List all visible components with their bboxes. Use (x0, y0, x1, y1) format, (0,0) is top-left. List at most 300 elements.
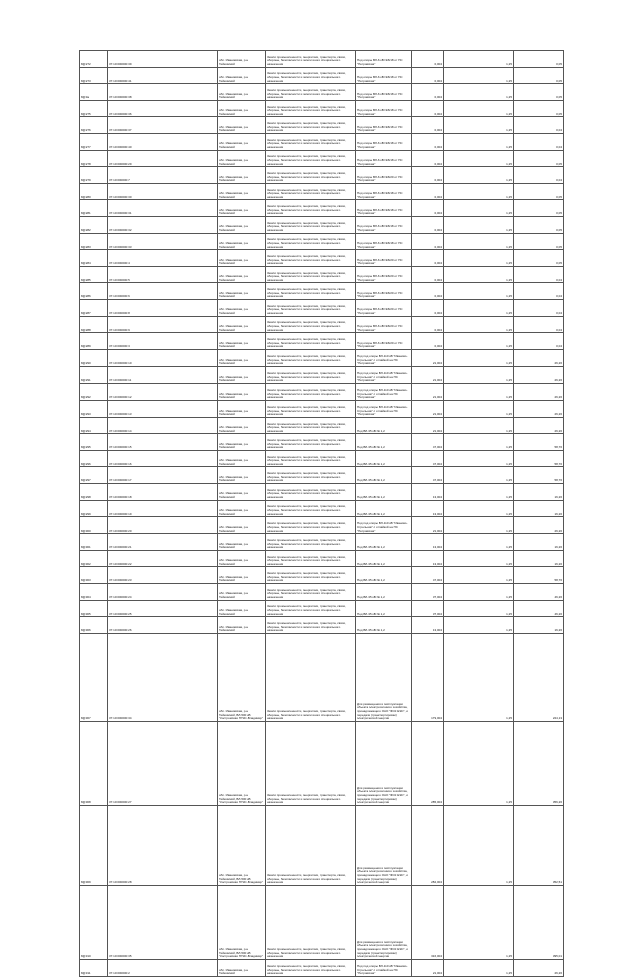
land-category-cell: Земли промышленности, энергетики, транспорта, связи, обороны, безопасности и земли иного специального назначения (266, 400, 356, 417)
row-id-cell: 8@309 (80, 805, 108, 885)
row-id-cell: 8@303 (80, 567, 108, 584)
coefficient-cell: 1,25 (444, 167, 514, 184)
land-category-cell: Земли промышленности, энергетики, транспорта, связи, обороны, безопасности и земли иного специального назначения (266, 299, 356, 316)
cadastral-number-cell: 37:10:000000:22 (108, 550, 218, 567)
table-row (80, 400, 564, 417)
land-category-cell: Земли промышленности, энергетики, транспорта, связи, обороны, безопасности и земли иного специального назначения (266, 805, 356, 885)
result-value-cell: 0,05 (514, 200, 564, 217)
coefficient-cell: 1,25 (444, 550, 514, 567)
area-cell: 13,004 (412, 617, 444, 634)
cadastral-number-cell: 37:10:000000:5 (108, 266, 218, 283)
coefficient-cell: 1,25 (444, 383, 514, 400)
table-row (80, 366, 564, 383)
table-row (80, 167, 564, 184)
table-row (80, 51, 564, 68)
cadastral-number-cell: 37:10:000000:31 (108, 200, 218, 217)
cadastral-number-cell: 37:10:000000:39 (108, 51, 218, 68)
permitted-use-cell: Под ВЛ-35 кВ № 1,2 (356, 550, 412, 567)
table-row (80, 233, 564, 250)
permitted-use-cell: Под ВЛ-35 кВ № 1,2 (356, 617, 412, 634)
land-category-cell: Земли промышленности, энергетики, транспорта, связи, обороны, безопасности и земли иного специального назначения (266, 383, 356, 400)
result-value-cell: 0,05 (514, 84, 564, 101)
coefficient-cell: 1,25 (444, 450, 514, 467)
location-cell: обл. Ивановская, р-н Тейковский (218, 133, 266, 150)
land-category-cell: Земли промышленности, энергетики, транспорта, связи, обороны, безопасности и земли иного специального назначения (266, 150, 356, 167)
location-cell: обл. Ивановская, р-н Тейковский (218, 183, 266, 200)
location-cell: обл. Ивановская, р-н Тейковский, ВЛ-500 кВ "Костромская ГРЭС-Владимир" (218, 721, 266, 805)
table-row (80, 721, 564, 805)
area-cell: 13,004 (412, 534, 444, 551)
table-row (80, 150, 564, 167)
result-value-cell: 58,76 (514, 467, 564, 484)
cadastral-number-cell: 37:10:000000:18 (108, 484, 218, 501)
area-cell: 37,004 (412, 600, 444, 617)
land-category-cell: Земли промышленности, энергетики, транспорта, связи, обороны, безопасности и земли иного специального назначения (266, 349, 356, 366)
land-category-cell: Земли промышленности, энергетики, транспорта, связи, обороны, безопасности и земли иного специального назначения (266, 200, 356, 217)
permitted-use-cell: Под опоры ВЛ-6 кВ №6/18 от ПС "Петровская" (356, 51, 412, 68)
area-cell: 282,004 (412, 805, 444, 885)
cadastral-number-cell: 37:10:000000:14 (108, 417, 218, 434)
coefficient-cell: 1,25 (444, 805, 514, 885)
land-category-cell: Земли промышленности, энергетики, транспорта, связи, обороны, безопасности и земли иного специального назначения (266, 885, 356, 959)
coefficient-cell: 1,25 (444, 959, 514, 976)
row-id-cell: 8@302 (80, 550, 108, 567)
table-row (80, 250, 564, 267)
coefficient-cell: 1,25 (444, 150, 514, 167)
table-row (80, 417, 564, 434)
result-value-cell: 0,04 (514, 283, 564, 300)
permitted-use-cell: Для размещения и эксплуатации объекта электросетевого хозяйства, принадлежащего ОАО "ФСК ЕЭС", и передачи (транспортировки) электрической энергии (356, 885, 412, 959)
permitted-use-cell: Под опоры ВЛ-6 кВ №6/18 от ПС "Петровская" (356, 84, 412, 101)
location-cell: обл. Ивановская, р-н Тейковский (218, 617, 266, 634)
result-value-cell: 16,26 (514, 617, 564, 634)
cadastral-number-cell: 37:10:000000:32 (108, 216, 218, 233)
cadastral-number-cell: 37:10:000000:20 (108, 517, 218, 534)
permitted-use-cell: Под опоры ВЛ-6 кВ №6/20 от ПС "Петровская" (356, 167, 412, 184)
permitted-use-cell: Для размещения и эксплуатации объекта электросетевого хозяйства, принадлежащего ОАО "ФСК ЕЭС", и передачи (транспортировки) электрической энергии (356, 805, 412, 885)
result-value-cell: 0,05 (514, 51, 564, 68)
permitted-use-cell: Под опоры ВЛ-6 кВ №6/20 от ПС "Петровская" (356, 283, 412, 300)
location-cell: обл. Ивановская, р-н Тейковский (218, 233, 266, 250)
land-category-cell: Земли промышленности, энергетики, транспорта, связи, обороны, безопасности и земли иного специального назначения (266, 500, 356, 517)
table-row (80, 283, 564, 300)
coefficient-cell: 1,25 (444, 316, 514, 333)
permitted-use-cell: Под опоры ВЛ-6 кВ №6/20 от ПС "Петровская" (356, 250, 412, 267)
area-cell: 179,004 (412, 633, 444, 721)
row-id-cell: 8@278 (80, 150, 108, 167)
location-cell: обл. Ивановская, р-н Тейковский (218, 266, 266, 283)
permitted-use-cell: Под ВЛ-35 кВ № 1,2 (356, 567, 412, 584)
coefficient-cell: 1,25 (444, 84, 514, 101)
land-category-cell: Земли промышленности, энергетики, транспорта, связи, обороны, безопасности и земли иного специального назначения (266, 333, 356, 350)
land-category-cell: Земли промышленности, энергетики, транспорта, связи, обороны, безопасности и земли иного специального назначения (266, 67, 356, 84)
row-id-cell: 8@291 (80, 366, 108, 383)
coefficient-cell: 1,25 (444, 584, 514, 601)
coefficient-cell: 1,25 (444, 400, 514, 417)
table-row (80, 450, 564, 467)
permitted-use-cell: Под ВЛ-35 кВ № 1,2 (356, 417, 412, 434)
result-value-cell: 46,26 (514, 584, 564, 601)
table-row (80, 584, 564, 601)
area-cell: 0,004 (412, 250, 444, 267)
result-value-cell: 0,04 (514, 299, 564, 316)
coefficient-cell: 1,25 (444, 200, 514, 217)
area-cell: 0,004 (412, 67, 444, 84)
area-cell: 13,004 (412, 484, 444, 501)
area-cell: 13,004 (412, 500, 444, 517)
cadastral-number-cell: 37:10:000000:33 (108, 233, 218, 250)
result-value-cell: 16,26 (514, 500, 564, 517)
row-id-cell: 8@279 (80, 167, 108, 184)
area-cell: 0,004 (412, 233, 444, 250)
cadastral-number-cell: 37:10:000000:8 (108, 299, 218, 316)
area-cell: 47,004 (412, 450, 444, 467)
land-category-cell: Земли промышленности, энергетики, транспорта, связи, обороны, безопасности и земли иного специального назначения (266, 484, 356, 501)
result-value-cell: 16,26 (514, 534, 564, 551)
permitted-use-cell: Под опоры ВЛ-6 кВ №6/20 от ПС "Петровская" (356, 266, 412, 283)
area-cell: 0,004 (412, 216, 444, 233)
row-id-cell: 8@283 (80, 233, 108, 250)
permitted-use-cell: Под опоры ВЛ-6 кВ №6/18 от ПС "Петровская" (356, 200, 412, 217)
row-id-cell: 8@285 (80, 266, 108, 283)
result-value-cell: 26,26 (514, 517, 564, 534)
cadastral-number-cell: 37:10:000000:13 (108, 400, 218, 417)
land-category-cell: Земли промышленности, энергетики, транспорта, связи, обороны, безопасности и земли иного специального назначения (266, 133, 356, 150)
cadastral-number-cell: 37:10:000000:41 (108, 67, 218, 84)
cadastral-number-cell: 37:10:000000:38 (108, 84, 218, 101)
area-cell: 0,004 (412, 100, 444, 117)
area-cell: 316,004 (412, 885, 444, 959)
area-cell: 13,004 (412, 550, 444, 567)
coefficient-cell: 1,25 (444, 467, 514, 484)
coefficient-cell: 1,25 (444, 266, 514, 283)
cadastral-number-cell: 37:10:000000:34 (108, 633, 218, 721)
table-row (80, 333, 564, 350)
result-value-cell: 26,26 (514, 400, 564, 417)
coefficient-cell: 1,25 (444, 721, 514, 805)
permitted-use-cell: Под опоры ВЛ-6 кВ №6/20 от ПС "Петровская" (356, 316, 412, 333)
row-id-cell: 8@286 (80, 283, 108, 300)
coefficient-cell: 1,25 (444, 333, 514, 350)
table-row (80, 183, 564, 200)
row-id-cell: 8@281 (80, 200, 108, 217)
location-cell: обл. Ивановская, р-н Тейковский (218, 383, 266, 400)
table-row (80, 200, 564, 217)
row-id-cell: 8@287 (80, 299, 108, 316)
land-category-cell: Земли промышленности, энергетики, транспорта, связи, обороны, безопасности и земли иного специального назначения (266, 167, 356, 184)
table-row (80, 434, 564, 451)
land-category-cell: Земли промышленности, энергетики, транспорта, связи, обороны, безопасности и земли иного специального назначения (266, 366, 356, 383)
land-category-cell: Земли промышленности, энергетики, транспорта, связи, обороны, безопасности и земли иного специального назначения (266, 550, 356, 567)
row-id-cell: 8@307 (80, 633, 108, 721)
location-cell: обл. Ивановская, р-н Тейковский (218, 959, 266, 976)
result-value-cell: 58,76 (514, 450, 564, 467)
row-id-cell: 8@294 (80, 417, 108, 434)
location-cell: обл. Ивановская, р-н Тейковский (218, 150, 266, 167)
permitted-use-cell: Под опоры ВЛ-6 кВ №6/18 от ПС "Петровская" (356, 67, 412, 84)
permitted-use-cell: Под опоры ВЛ-6 кВ №6/18 от ПС "Петровская" (356, 216, 412, 233)
area-cell: 0,004 (412, 200, 444, 217)
area-cell: 0,004 (412, 150, 444, 167)
row-id-cell: 8@275 (80, 100, 108, 117)
permitted-use-cell: Под ВЛ-35 кВ № 1,2 (356, 584, 412, 601)
coefficient-cell: 1,25 (444, 500, 514, 517)
area-cell: 0,004 (412, 117, 444, 134)
row-id-cell: 8@273 (80, 67, 108, 84)
location-cell: обл. Ивановская, р-н Тейковский (218, 316, 266, 333)
row-id-cell: 8@280 (80, 183, 108, 200)
location-cell: обл. Ивановская, р-н Тейковский, ВЛ-500 кВ "Костромская ГРЭС-Владимир" (218, 805, 266, 885)
row-id-cell: 8@290 (80, 349, 108, 366)
location-cell: обл. Ивановская, р-н Тейковский, ВЛ-500 кВ "Костромская ГРЭС-Владимир" (218, 633, 266, 721)
coefficient-cell: 1,25 (444, 417, 514, 434)
permitted-use-cell: Под ВЛ-35 кВ № 1,2 (356, 467, 412, 484)
table-row (80, 500, 564, 517)
table-row (80, 517, 564, 534)
result-value-cell: 0,05 (514, 67, 564, 84)
cadastral-number-cell: 37:10:000000:40 (108, 133, 218, 150)
location-cell: обл. Ивановская, р-н Тейковский (218, 567, 266, 584)
row-id-cell: 8@284 (80, 250, 108, 267)
land-category-cell: Земли промышленности, энергетики, транспорта, связи, обороны, безопасности и земли иного специального назначения (266, 233, 356, 250)
table-row (80, 117, 564, 134)
permitted-use-cell: Под ВЛ-35 кВ № 1,2 (356, 600, 412, 617)
land-category-cell: Земли промышленности, энергетики, транспорта, связи, обороны, безопасности и земли иного специального назначения (266, 100, 356, 117)
row-id-cell: 8@296 (80, 450, 108, 467)
area-cell: 0,004 (412, 84, 444, 101)
table-row (80, 467, 564, 484)
area-cell: 21,004 (412, 517, 444, 534)
location-cell: обл. Ивановская, р-н Тейковский (218, 366, 266, 383)
result-value-cell: 0,04 (514, 266, 564, 283)
coefficient-cell: 1,25 (444, 617, 514, 634)
table-row (80, 484, 564, 501)
result-value-cell: 352,51 (514, 805, 564, 885)
cadastral-number-cell: 37:10:000000:15 (108, 434, 218, 451)
result-value-cell: 0,05 (514, 150, 564, 167)
permitted-use-cell: Под под опоры ВЛ-110 кВ "Иваново-Стрельник" с отпайкой на ПС "Петровская" (356, 959, 412, 976)
result-value-cell: 26,26 (514, 349, 564, 366)
coefficient-cell: 1,25 (444, 133, 514, 150)
result-value-cell: 0,04 (514, 333, 564, 350)
permitted-use-cell: Под под опоры ВЛ-110 кВ "Иваново-Стрельник" с отпайкой на ПС "Петровская" (356, 517, 412, 534)
location-cell: обл. Ивановская, р-н Тейковский (218, 467, 266, 484)
land-category-cell: Земли промышленности, энергетики, транспорта, связи, обороны, безопасности и земли иного специального назначения (266, 183, 356, 200)
area-cell: 21,004 (412, 383, 444, 400)
result-value-cell: 0,04 (514, 316, 564, 333)
land-category-cell: Земли промышленности, энергетики, транспорта, связи, обороны, безопасности и земли иного специального назначения (266, 450, 356, 467)
coefficient-cell: 1,25 (444, 517, 514, 534)
result-value-cell: 0,04 (514, 167, 564, 184)
cadastral-number-cell: 37:10:000000:30 (108, 183, 218, 200)
cadastral-number-cell: 37:10:000000:35 (108, 885, 218, 959)
area-cell: 47,004 (412, 467, 444, 484)
table-row (80, 617, 564, 634)
table-row (80, 299, 564, 316)
table-row (80, 84, 564, 101)
row-id-cell: 8@295 (80, 434, 108, 451)
result-value-cell: 0,05 (514, 216, 564, 233)
coefficient-cell: 1,25 (444, 250, 514, 267)
location-cell: обл. Ивановская, р-н Тейковский (218, 450, 266, 467)
result-value-cell: 26,26 (514, 959, 564, 976)
area-cell: 0,004 (412, 266, 444, 283)
area-cell: 0,004 (412, 283, 444, 300)
land-category-cell: Земли промышленности, энергетики, транспорта, связи, обороны, безопасности и земли иного специального назначения (266, 417, 356, 434)
land-category-cell: Земли промышленности, энергетики, транспорта, связи, обороны, безопасности и земли иного специального назначения (266, 517, 356, 534)
result-value-cell: 0,05 (514, 250, 564, 267)
row-id-cell: 8@301 (80, 534, 108, 551)
land-category-cell: Земли промышленности, энергетики, транспорта, связи, обороны, безопасности и земли иного специального назначения (266, 51, 356, 68)
area-cell: 21,004 (412, 366, 444, 383)
area-cell: 21,004 (412, 400, 444, 417)
cadastral-number-cell: 37:10:000000:11 (108, 366, 218, 383)
location-cell: обл. Ивановская, р-н Тейковский (218, 100, 266, 117)
coefficient-cell: 1,25 (444, 349, 514, 366)
land-category-cell: Земли промышленности, энергетики, транспорта, связи, обороны, безопасности и земли иного специального назначения (266, 84, 356, 101)
cadastral-number-cell: 37:10:000000:7 (108, 167, 218, 184)
land-category-cell: Земли промышленности, энергетики, транспорта, связи, обороны, безопасности и земли иного специального назначения (266, 567, 356, 584)
result-value-cell: 26,26 (514, 417, 564, 434)
cadastral-number-cell: 37:10:000000:3 (108, 333, 218, 350)
location-cell: обл. Ивановская, р-н Тейковский (218, 67, 266, 84)
permitted-use-cell: Под опоры ВЛ-6 кВ №6/18 от ПС "Петровская" (356, 183, 412, 200)
table-row (80, 567, 564, 584)
location-cell: обл. Ивановская, р-н Тейковский (218, 349, 266, 366)
permitted-use-cell: Под под опоры ВЛ-110 кВ "Иваново-Стрельник" с отпайкой на ПС "Петровская" (356, 349, 412, 366)
cadastral-number-cell: 37:10:000000:19 (108, 500, 218, 517)
area-cell: 0,004 (412, 51, 444, 68)
permitted-use-cell: Под под опоры ВЛ-110 кВ "Иваново-Стрельник" с отпайкой на ПС "Петровская" (356, 366, 412, 383)
location-cell: обл. Ивановская, р-н Тейковский (218, 167, 266, 184)
table-row (80, 600, 564, 617)
land-category-cell: Земли промышленности, энергетики, транспорта, связи, обороны, безопасности и земли иного специального назначения (266, 216, 356, 233)
result-value-cell: 0,05 (514, 233, 564, 250)
coefficient-cell: 1,25 (444, 885, 514, 959)
permitted-use-cell: Под ВЛ-35 кВ № 1,2 (356, 500, 412, 517)
row-id-cell: 8@297 (80, 467, 108, 484)
table-row (80, 885, 564, 959)
row-id-cell: 8@277 (80, 133, 108, 150)
permitted-use-cell: Под под опоры ВЛ-110 кВ "Иваново-Стрельник" с отпайкой на ПС "Петровская" (356, 400, 412, 417)
land-category-cell: Земли промышленности, энергетики, транспорта, связи, обороны, безопасности и земли иного специального назначения (266, 721, 356, 805)
coefficient-cell: 1,25 (444, 600, 514, 617)
area-cell: 0,004 (412, 333, 444, 350)
result-value-cell: 26,26 (514, 383, 564, 400)
location-cell: обл. Ивановская, р-н Тейковский (218, 84, 266, 101)
permitted-use-cell: Под ВЛ-35 кВ № 1,2 (356, 434, 412, 451)
cadastral-number-cell: 37:10:000000:29 (108, 150, 218, 167)
location-cell: обл. Ивановская, р-н Тейковский (218, 417, 266, 434)
area-cell: 0,004 (412, 133, 444, 150)
permitted-use-cell: Под ВЛ-35 кВ № 1,2 (356, 534, 412, 551)
cadastral-number-cell: 37:10:000000:27 (108, 721, 218, 805)
coefficient-cell: 1,25 (444, 183, 514, 200)
result-value-cell: 46,26 (514, 600, 564, 617)
location-cell: обл. Ивановская, р-н Тейковский (218, 550, 266, 567)
area-cell: 21,004 (412, 349, 444, 366)
table-row (80, 316, 564, 333)
table-row (80, 133, 564, 150)
location-cell: обл. Ивановская, р-н Тейковский (218, 117, 266, 134)
result-value-cell: 16,26 (514, 550, 564, 567)
location-cell: обл. Ивановская, р-н Тейковский (218, 517, 266, 534)
table-row (80, 100, 564, 117)
permitted-use-cell: Под опоры ВЛ-6 кВ №6/18 от ПС "Петровская" (356, 100, 412, 117)
location-cell: обл. Ивановская, р-н Тейковский (218, 400, 266, 417)
area-cell: 0,004 (412, 167, 444, 184)
row-id-cell: 8@289 (80, 333, 108, 350)
row-id-cell: 8@293 (80, 400, 108, 417)
coefficient-cell: 1,25 (444, 283, 514, 300)
table-row (80, 67, 564, 84)
area-cell: 285,004 (412, 721, 444, 805)
table-row (80, 633, 564, 721)
cadastral-number-cell: 37:10:000000:10 (108, 349, 218, 366)
location-cell: обл. Ивановская, р-н Тейковский (218, 500, 266, 517)
row-id-cell: 8@276 (80, 117, 108, 134)
permitted-use-cell: Под опоры ВЛ-6 кВ №6/20 от ПС "Петровская" (356, 299, 412, 316)
area-cell: 21,004 (412, 959, 444, 976)
cadastral-number-cell: 37:10:000000:37 (108, 117, 218, 134)
area-cell: 0,004 (412, 299, 444, 316)
table-row (80, 383, 564, 400)
location-cell: обл. Ивановская, р-н Тейковский (218, 600, 266, 617)
table-row (80, 349, 564, 366)
location-cell: обл. Ивановская, р-н Тейковский (218, 584, 266, 601)
result-value-cell: 58,76 (514, 434, 564, 451)
row-id-cell: 8@310 (80, 885, 108, 959)
cadastral-number-cell: 37:10:000000:6 (108, 283, 218, 300)
land-category-cell: Земли промышленности, энергетики, транспорта, связи, обороны, безопасности и земли иного специального назначения (266, 467, 356, 484)
result-value-cell: 0,05 (514, 100, 564, 117)
cadastral-number-cell: 37:10:000000:16 (108, 450, 218, 467)
row-id-cell: 8@3a (80, 84, 108, 101)
location-cell: обл. Ивановская, р-н Тейковский (218, 51, 266, 68)
location-cell: обл. Ивановская, р-н Тейковский (218, 283, 266, 300)
coefficient-cell: 1,25 (444, 633, 514, 721)
permitted-use-cell: Для размещения и эксплуатации объекта электросетевого хозяйства, принадлежащего ОАО "ФСК ЕЭС", и передачи (транспортировки) электрической энергии (356, 721, 412, 805)
location-cell: обл. Ивановская, р-н Тейковский (218, 250, 266, 267)
result-value-cell: 0,04 (514, 117, 564, 134)
land-category-cell: Земли промышленности, энергетики, транспорта, связи, обороны, безопасности и земли иного специального назначения (266, 600, 356, 617)
result-value-cell: 0,05 (514, 183, 564, 200)
permitted-use-cell: Под опоры ВЛ-6 кВ №6/18 от ПС "Петровская" (356, 117, 412, 134)
location-cell: обл. Ивановская, р-н Тейковский (218, 434, 266, 451)
cadastral-number-cell: 37:10:000000:4 (108, 250, 218, 267)
area-cell: 0,004 (412, 316, 444, 333)
row-id-cell: 8@272 (80, 51, 108, 68)
permitted-use-cell: Под опоры ВЛ-6 кВ №6/18 от ПС "Петровская" (356, 150, 412, 167)
coefficient-cell: 1,25 (444, 100, 514, 117)
result-value-cell: 58,76 (514, 567, 564, 584)
permitted-use-cell: Под опоры ВЛ-6 кВ №6/18 от ПС "Петровская" (356, 233, 412, 250)
cadastral-number-cell: 37:10:000000:28 (108, 805, 218, 885)
coefficient-cell: 1,25 (444, 216, 514, 233)
area-cell: 21,004 (412, 417, 444, 434)
coefficient-cell: 1,25 (444, 117, 514, 134)
location-cell: обл. Ивановская, р-н Тейковский (218, 216, 266, 233)
permitted-use-cell: Под ВЛ-35 кВ № 1,2 (356, 484, 412, 501)
area-cell: 47,004 (412, 567, 444, 584)
permitted-use-cell: Под под опоры ВЛ-110 кВ "Иваново-Стрельник" с отпайкой на ПС "Петровская" (356, 383, 412, 400)
location-cell: обл. Ивановская, р-н Тейковский (218, 299, 266, 316)
table-row (80, 805, 564, 885)
coefficient-cell: 1,25 (444, 484, 514, 501)
location-cell: обл. Ивановская, р-н Тейковский (218, 200, 266, 217)
area-cell: 47,004 (412, 434, 444, 451)
cadastral-number-cell: 37:10:000000:26 (108, 617, 218, 634)
